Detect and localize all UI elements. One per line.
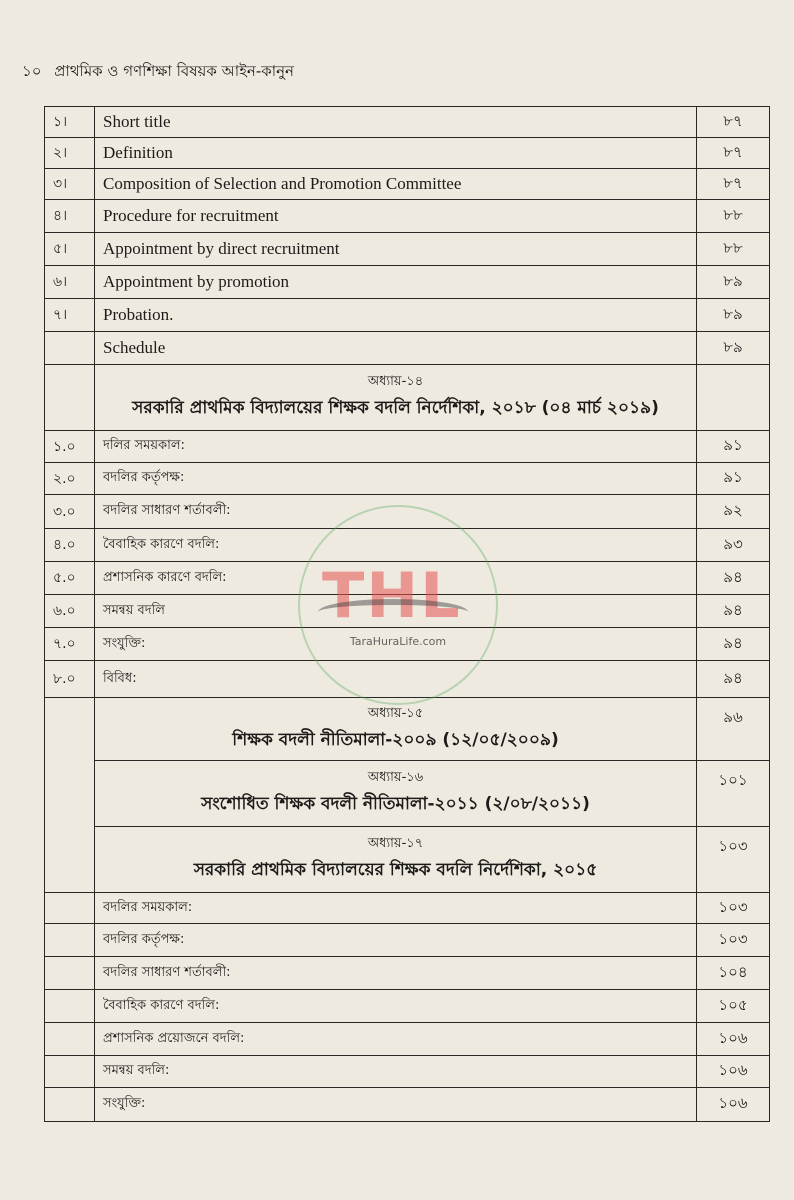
toc-row — [45, 266, 770, 299]
item-number — [45, 1023, 95, 1056]
page-number: ১০ — [22, 62, 42, 80]
item-page: ৯৪ — [697, 628, 770, 661]
item-title: সংযুক্তি: — [95, 1088, 697, 1122]
item-title: প্রশাসনিক প্রয়োজনে বদলি: — [95, 1023, 697, 1056]
item-number: ১। — [45, 107, 95, 138]
item-page: ৯৪ — [697, 595, 770, 628]
item-number — [45, 1056, 95, 1088]
item-title: Composition of Selection and Promotion Committee — [95, 169, 697, 200]
running-title: প্রাথমিক ও গণশিক্ষা বিষয়ক আইন-কানুন — [54, 62, 294, 80]
item-title: বৈবাহিক কারণে বদলি: — [95, 990, 697, 1023]
item-page: ৮৯ — [697, 266, 770, 299]
item-page: ১০৬ — [697, 1056, 770, 1088]
toc-row — [45, 595, 770, 628]
chapter-label: অধ্যায়-১৪ — [367, 374, 424, 389]
watermark-site: TaraHuraLife.com — [349, 635, 447, 648]
toc-row — [45, 495, 770, 529]
item-page: ১০৩ — [697, 893, 770, 924]
item-page: ৮৯ — [697, 299, 770, 332]
item-number: ৮.০ — [45, 661, 95, 698]
item-page: ৮৮ — [697, 233, 770, 266]
item-page: ৮৮ — [697, 200, 770, 233]
chapter-page — [697, 365, 770, 431]
item-number: ৫। — [45, 233, 95, 266]
item-number — [45, 1088, 95, 1122]
item-page: ৮৯ — [697, 332, 770, 365]
item-page: ১০৫ — [697, 990, 770, 1023]
chapter-row — [45, 365, 770, 431]
toc-row — [45, 990, 770, 1023]
chapter-heading — [95, 698, 697, 761]
item-number: ৭.০ — [45, 628, 95, 661]
toc-row — [45, 562, 770, 595]
item-page: ৯৪ — [697, 562, 770, 595]
chapter-page: ১০১ — [697, 761, 770, 827]
toc-row — [45, 957, 770, 990]
toc-row — [45, 107, 770, 138]
item-title: Definition — [95, 138, 697, 169]
item-number — [45, 893, 95, 924]
chapter-label: অধ্যায়-১৭ — [367, 836, 424, 851]
running-header — [22, 60, 294, 85]
item-number — [45, 990, 95, 1023]
item-page: ৯২ — [697, 495, 770, 529]
item-number: ৭। — [45, 299, 95, 332]
item-title: Procedure for recruitment — [95, 200, 697, 233]
item-number: ৩। — [45, 169, 95, 200]
toc-row — [45, 299, 770, 332]
toc-row — [45, 529, 770, 562]
item-number: ১.০ — [45, 431, 95, 463]
toc-row — [45, 431, 770, 463]
toc-row — [45, 1056, 770, 1088]
item-title: সমন্বয় বদলি — [95, 595, 697, 628]
chapter-row — [45, 761, 770, 827]
item-page: ৮৭ — [697, 138, 770, 169]
chapter-page: ১০৩ — [697, 827, 770, 893]
chapter-title: শিক্ষক বদলী নীতিমালা-২০০৯ (১২/০৫/২০০৯) — [232, 729, 559, 750]
toc-row — [45, 200, 770, 233]
item-number — [45, 957, 95, 990]
item-page: ১০৬ — [697, 1023, 770, 1056]
toc-row — [45, 1088, 770, 1122]
contents-table — [44, 106, 770, 1122]
item-title: বদলির কর্তৃপক্ষ: — [95, 463, 697, 495]
item-title: Appointment by promotion — [95, 266, 697, 299]
toc-row — [45, 332, 770, 365]
toc-row — [45, 233, 770, 266]
toc-row — [45, 661, 770, 698]
item-title: প্রশাসনিক কারণে বদলি: — [95, 562, 697, 595]
item-page: ৯১ — [697, 463, 770, 495]
item-number: ৫.০ — [45, 562, 95, 595]
item-page: ১০৩ — [697, 924, 770, 957]
chapter-heading — [95, 827, 697, 893]
chapter-title: সংশোধিত শিক্ষক বদলী নীতিমালা-২০১১ (২/০৮/২০১১) — [201, 794, 590, 814]
item-number — [45, 332, 95, 365]
item-title: Probation. — [95, 299, 697, 332]
toc-row — [45, 463, 770, 495]
chapter-title: সরকারি প্রাথমিক বিদ্যালয়ের শিক্ষক বদলি নির্দেশিকা, ২০১৮ (০৪ মার্চ ২০১৯) — [132, 398, 659, 418]
toc-row — [45, 169, 770, 200]
chapter-page: ৯৬ — [697, 698, 770, 761]
item-title: বদলির সাধারণ শর্তাবলী: — [95, 495, 697, 529]
toc-row — [45, 1023, 770, 1056]
item-page: ১০৪ — [697, 957, 770, 990]
chapter-label: অধ্যায়-১৬ — [367, 770, 424, 785]
chapter-heading — [95, 761, 697, 827]
item-number: ৩.০ — [45, 495, 95, 529]
item-number — [45, 924, 95, 957]
item-title: বদলির সময়কাল: — [95, 893, 697, 924]
chapter-label: অধ্যায়-১৫ — [367, 705, 424, 721]
item-title: Appointment by direct recruitment — [95, 233, 697, 266]
item-page: ৯১ — [697, 431, 770, 463]
item-number: ৪.০ — [45, 529, 95, 562]
item-page: ৮৭ — [697, 169, 770, 200]
chapter-title: সরকারি প্রাথমিক বিদ্যালয়ের শিক্ষক বদলি নির্দেশিকা, ২০১৫ — [193, 860, 598, 880]
item-number: ৬.০ — [45, 595, 95, 628]
chapter-row — [45, 698, 770, 761]
item-title: বদলির সাধারণ শর্তাবলী: — [95, 957, 697, 990]
item-title: বদলির কর্তৃপক্ষ: — [95, 924, 697, 957]
item-page: ৯৩ — [697, 529, 770, 562]
item-number: ৬। — [45, 266, 95, 299]
toc-row — [45, 138, 770, 169]
item-title: সমন্বয় বদলি: — [95, 1056, 697, 1088]
item-title: দলির সময়কাল: — [95, 431, 697, 463]
chapter-heading — [95, 365, 697, 431]
item-title: সংযুক্তি: — [95, 628, 697, 661]
item-title: বৈবাহিক কারণে বদলি: — [95, 529, 697, 562]
item-title: বিবিধ: — [95, 661, 697, 698]
item-page: ৯৪ — [697, 661, 770, 698]
toc-row — [45, 628, 770, 661]
watermark-logo-text: THL — [322, 559, 462, 632]
toc-row — [45, 924, 770, 957]
item-title: Schedule — [95, 332, 697, 365]
toc-row — [45, 893, 770, 924]
item-page: ৮৭ — [697, 107, 770, 138]
chapter-row — [45, 827, 770, 893]
item-number: ২.০ — [45, 463, 95, 495]
item-number: ২। — [45, 138, 95, 169]
item-number: ৪। — [45, 200, 95, 233]
item-title: Short title — [95, 107, 697, 138]
item-page: ১০৬ — [697, 1088, 770, 1122]
